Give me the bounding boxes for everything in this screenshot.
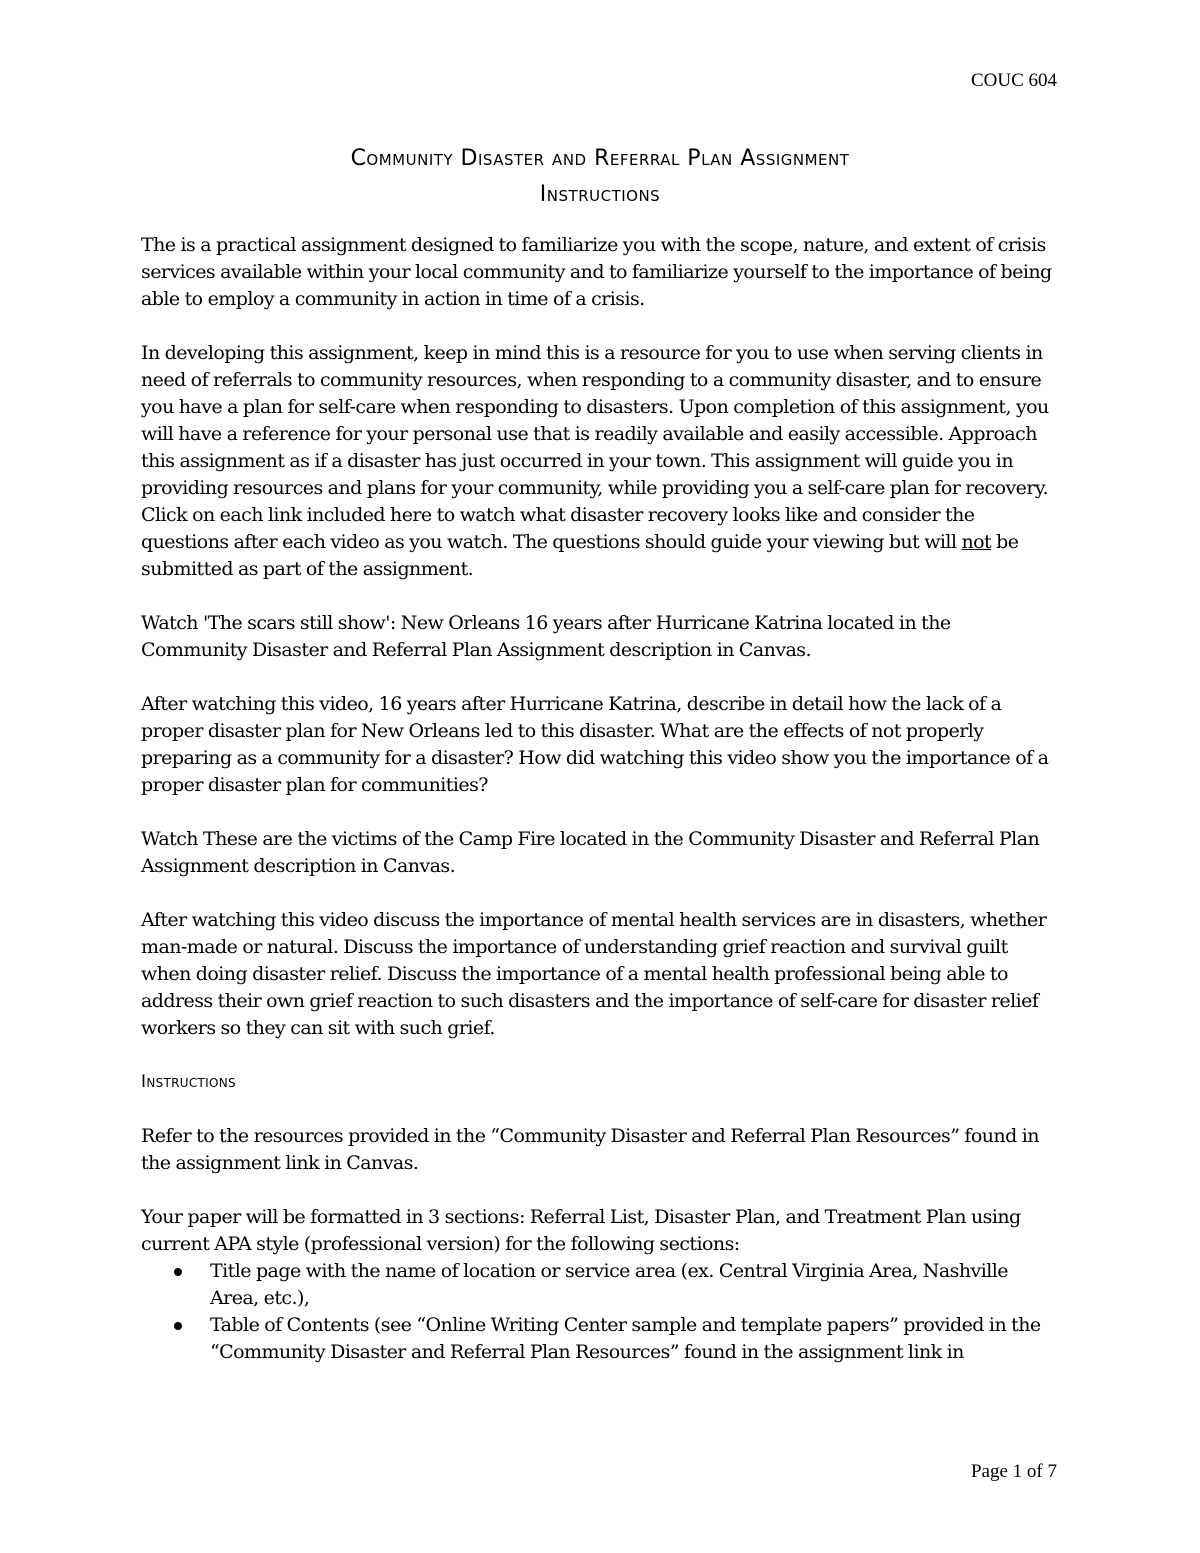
- after-campfire-paragraph: After watching this video discuss the importance of mental health services are in disasters, whether man-made or natural. Discuss the importance of understanding grief reaction and survival guilt when doing disaster relief. Discuss the importance of a mental health professional being able to address their own grief reaction to such disasters and the importance of self-care for disaster relief workers so they can sit with such grief.: [141, 909, 1047, 1039]
- page-footer-page-number: Page 1 of 7: [970, 1461, 1057, 1482]
- intro-paragraph: The is a practical assignment designed to familiarize you with the scope, nature, and extent of crisis services available within your local community and to familiarize yourself to the importance of being able to employ a community in action in time of a crisis.: [141, 234, 1052, 310]
- list-item: Table of Contents (see “Online Writing Center sample and template papers” provided in the “Community Disaster and Referral Plan Resources” found in the assignment link in: [141, 1312, 1059, 1366]
- developing-text-end: be submitted as part of the assignment.: [141, 531, 1019, 580]
- document-title-line-1: Community Disaster and Referral Plan Assignment: [350, 146, 850, 171]
- developing-underlined-not: not: [961, 531, 992, 553]
- watch-katrina-paragraph: Watch 'The scars still show': New Orleans 16 years after Hurricane Katrina located in the Community Disaster and Referral Plan Assignment description in Canvas.: [141, 612, 951, 661]
- instructions-heading: Instructions: [141, 1072, 236, 1092]
- page-header-course-code: COUC 604: [970, 70, 1057, 91]
- document-body: [141, 232, 1059, 1366]
- list-item: Title page with the name of location or service area (ex. Central Virginia Area, Nashville Area, etc.),: [141, 1258, 1059, 1312]
- after-katrina-paragraph: After watching this video, 16 years after Hurricane Katrina, describe in detail how the lack of a proper disaster plan for New Orleans led to this disaster. What are the effects of not properly preparing as a community for a disaster? How did watching this video show you the importance of a proper disaster plan for communities?: [141, 693, 1049, 796]
- format-paragraph: Your paper will be formatted in 3 sections: Referral List, Disaster Plan, and Treatment Plan using current APA style (professional version) for the following sections:: [141, 1206, 1021, 1255]
- requirements-list: [141, 1258, 1059, 1366]
- developing-paragraph: [141, 340, 1059, 583]
- refer-paragraph: Refer to the resources provided in the “Community Disaster and Referral Plan Resources” found in the assignment link in Canvas.: [141, 1125, 1039, 1174]
- watch-campfire-paragraph: Watch These are the victims of the Camp Fire located in the Community Disaster and Referral Plan Assignment description in Canvas.: [141, 828, 1040, 877]
- document-title: [143, 141, 1057, 213]
- developing-text-start: In developing this assignment, keep in mind this is a resource for you to use when serving clients in need of referrals to community resources, when responding to a community disaster, and to ensure you have a plan for self-care when responding to disasters. Upon completion of this assignment, you will have a reference for your personal use that is readily available and easily accessible. Approach this assignment as if a disaster has just occurred in your town. This assignment will guide you in providing resources and plans for your community, while providing you a self-care plan for recovery. Click on each link included here to watch what disaster recovery looks like and consider the questions after each video as you watch. The questions should guide your viewing but will: [141, 342, 1049, 553]
- document-title-line-2: Instructions: [539, 182, 661, 207]
